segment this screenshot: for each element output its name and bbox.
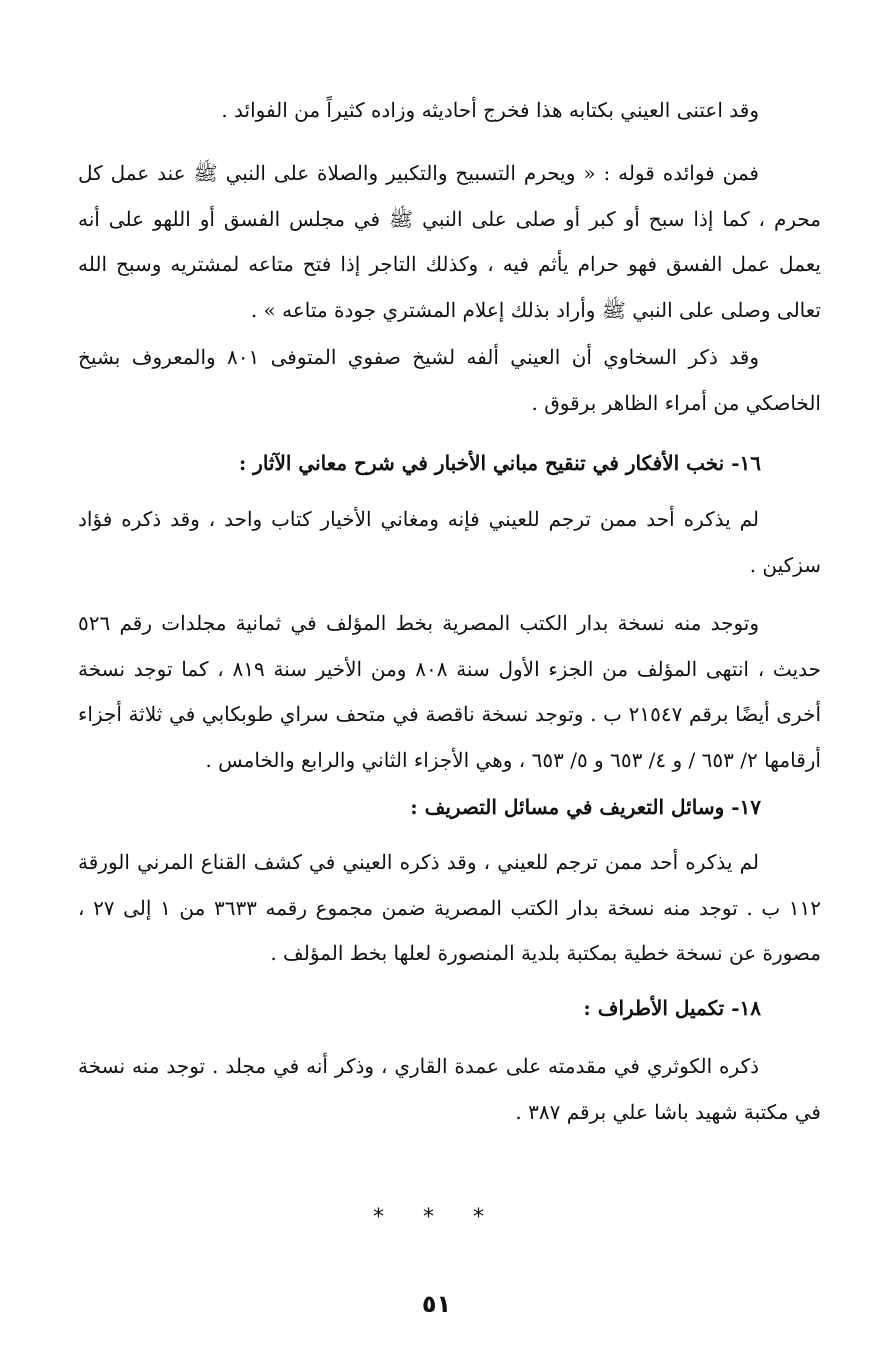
section-separator: * * * [373, 1205, 500, 1230]
paragraph-item-18: ذكره الكوثري في مقدمته على عمدة القاري ، وذكر أنه في مجلد . توجد منه نسخة في مكتبة شهيد باشا علي برقم ٣٨٧ . [78, 1054, 821, 1124]
paragraph-benefits-quote: فمن فوائده قوله : « ويحرم التسبيح والتكبير والصلاة على النبي ﷺ عند عمل كل محرم ، كما إذا سبح أو كبر أو صلى على النبي ﷺ في مجلس الفسق أو اللهو على أنه يعمل عمل الفسق فهو حرام يأثم فيه ، وكذلك التاجر إذا فتح متاعه لمشتريه وسبح الله تعالى وصلى على النبي ﷺ وأراد بذلك إعلام المشتري جودة متاعه » . [78, 161, 821, 322]
paragraph-aini-hadith-work: وقد اعتنى العيني بكتابه هذا فخرج أحاديثه وزاده كثيراً من الفوائد . [221, 98, 759, 122]
paragraph-sakhawi-note: وقد ذكر السخاوي أن العيني ألفه لشيخ صفوي المتوفى ٨٠١ والمعروف بشيخ الخاصكي من أمراء الظاهر برقوق . [78, 345, 821, 415]
paragraph-item-17: لم يذكره أحد ممن ترجم للعيني ، وقد ذكره العيني في كشف القناع المرني الورقة ١١٢ ب . توجد منه نسخة بدار الكتب المصرية ضمن مجموع رقمه ٣٦٣٣ من ١ إلى ٢٧ ، مصورة عن نسخة خطية بمكتبة بلدية المنصورة لعلها بخط المؤلف . [78, 850, 822, 965]
paragraph-item-16-manuscripts: وتوجد منه نسخة بدار الكتب المصرية بخط المؤلف في ثمانية مجلدات رقم ٥٢٦ حديث ، انتهى المؤلف من الجزء الأول سنة ٨٠٨ ومن الأخير سنة ٨١٩ ، كما توجد نسخة أخرى أيضًا برقم ٢١٥٤٧ ب . وتوجد نسخة ناقصة في متحف سراي طوبكابي في ثلاثة أجزاء أرقامها ٢/ ٦٥٣ / و ٤/ ٦٥٣ و ٥/ ٦٥٣ ، وهي الأجزاء الثاني والرابع والخامس . [78, 611, 821, 772]
page-number: ٥١ [421, 1290, 452, 1318]
heading-item-17: ١٧- وسائل التعريف في مسائل التصريف : [410, 795, 761, 819]
heading-item-18: ١٨- تكميل الأطراف : [583, 996, 761, 1020]
paragraph-item-16-mention: لم يذكره أحد ممن ترجم للعيني فإنه ومغاني الأخيار كتاب واحد ، وقد ذكره فؤاد سزكين . [78, 507, 821, 577]
heading-item-16: ١٦- نخب الأفكار في تنقيح مباني الأخبار في شرح معاني الآثار : [238, 451, 761, 475]
